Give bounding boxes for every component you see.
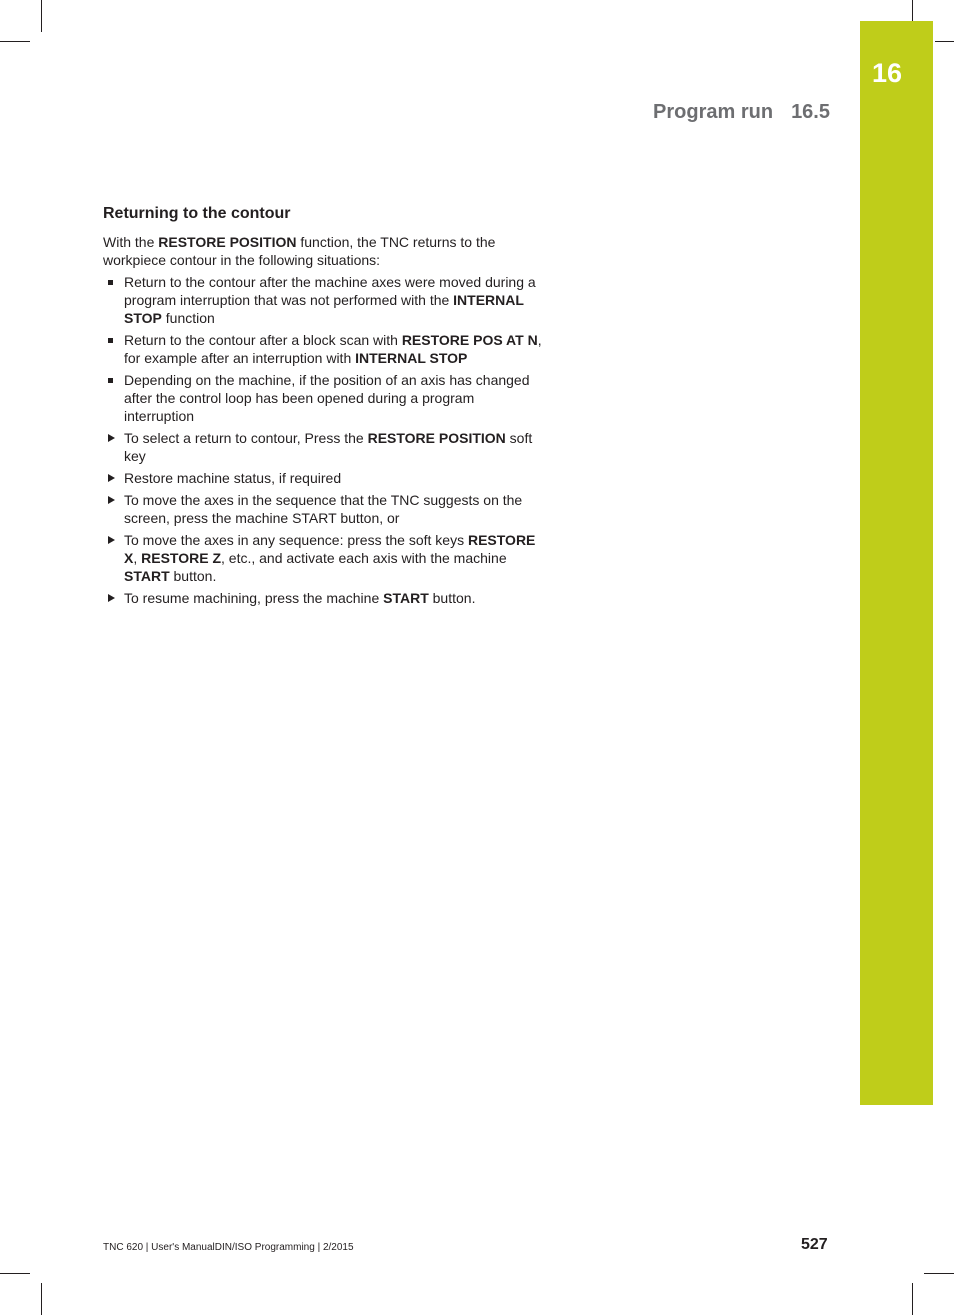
step-text: To select a return to contour, Press the	[124, 430, 368, 446]
intro-paragraph	[103, 233, 548, 269]
step-item	[103, 429, 548, 465]
crop-mark	[924, 1273, 954, 1274]
step-item	[103, 589, 548, 607]
softkey-label: START	[124, 568, 170, 584]
list-item	[103, 371, 548, 425]
step-text: soft key	[124, 430, 533, 464]
crop-mark	[935, 41, 954, 42]
list-item	[103, 331, 548, 367]
crop-mark	[912, 1283, 913, 1315]
step-item	[103, 491, 548, 527]
running-head-title: Program run	[653, 101, 774, 123]
section-title: Returning to the contour	[103, 205, 291, 222]
step-text: ,	[133, 550, 142, 566]
softkey-label: RESTORE POS AT N	[401, 332, 538, 348]
step-list	[103, 429, 548, 607]
step-item	[103, 531, 548, 585]
softkey-label: RESTORE POSITION	[158, 234, 297, 250]
step-text: , etc., and activate each axis with the machine	[221, 550, 507, 566]
crop-mark	[912, 0, 913, 22]
list-text: , for example after an interruption with	[124, 332, 542, 366]
section-body	[103, 233, 548, 611]
footer-text: TNC 620 | User's ManualDIN/ISO Programming | 2/2015	[103, 1242, 354, 1253]
chapter-number: 16	[872, 58, 903, 88]
softkey-label: INTERNAL STOP	[124, 292, 524, 326]
intro-text: function, the TNC returns to the workpiece contour in the following situations:	[103, 234, 496, 268]
step-text: button.	[428, 590, 476, 606]
step-text: To move the axes in the sequence that the TNC suggests on the screen, press the machine START button, or	[124, 492, 523, 526]
crop-mark	[0, 41, 30, 42]
chapter-tab	[860, 21, 933, 1105]
softkey-label: START	[383, 590, 429, 606]
softkey-label: INTERNAL STOP	[355, 350, 468, 366]
softkey-label: RESTORE Z	[141, 550, 221, 566]
softkey-label: RESTORE X	[124, 532, 536, 566]
intro-text: With the	[103, 234, 159, 250]
step-text: To move the axes in any sequence: press the soft keys	[124, 532, 468, 548]
list-text: function	[161, 310, 215, 326]
running-head-section: 16.5	[791, 101, 830, 123]
crop-mark	[41, 0, 42, 32]
running-head	[653, 101, 830, 124]
step-item	[103, 469, 548, 487]
situation-list	[103, 273, 548, 425]
list-text: Return to the contour after a block scan with	[124, 332, 402, 348]
step-text: Restore machine status, if required	[124, 470, 342, 486]
step-text: To resume machining, press the machine	[124, 590, 384, 606]
step-text: button.	[169, 568, 217, 584]
crop-mark	[41, 1283, 42, 1315]
list-item	[103, 273, 548, 327]
list-text: Depending on the machine, if the position of an axis has changed after the control loop has been opened during a program interruption	[124, 372, 530, 424]
list-text: Return to the contour after the machine axes were moved during a program interruption that was not performed with the	[124, 274, 536, 308]
crop-mark	[0, 1273, 30, 1274]
page-number: 527	[801, 1236, 828, 1253]
softkey-label: RESTORE POSITION	[367, 430, 506, 446]
